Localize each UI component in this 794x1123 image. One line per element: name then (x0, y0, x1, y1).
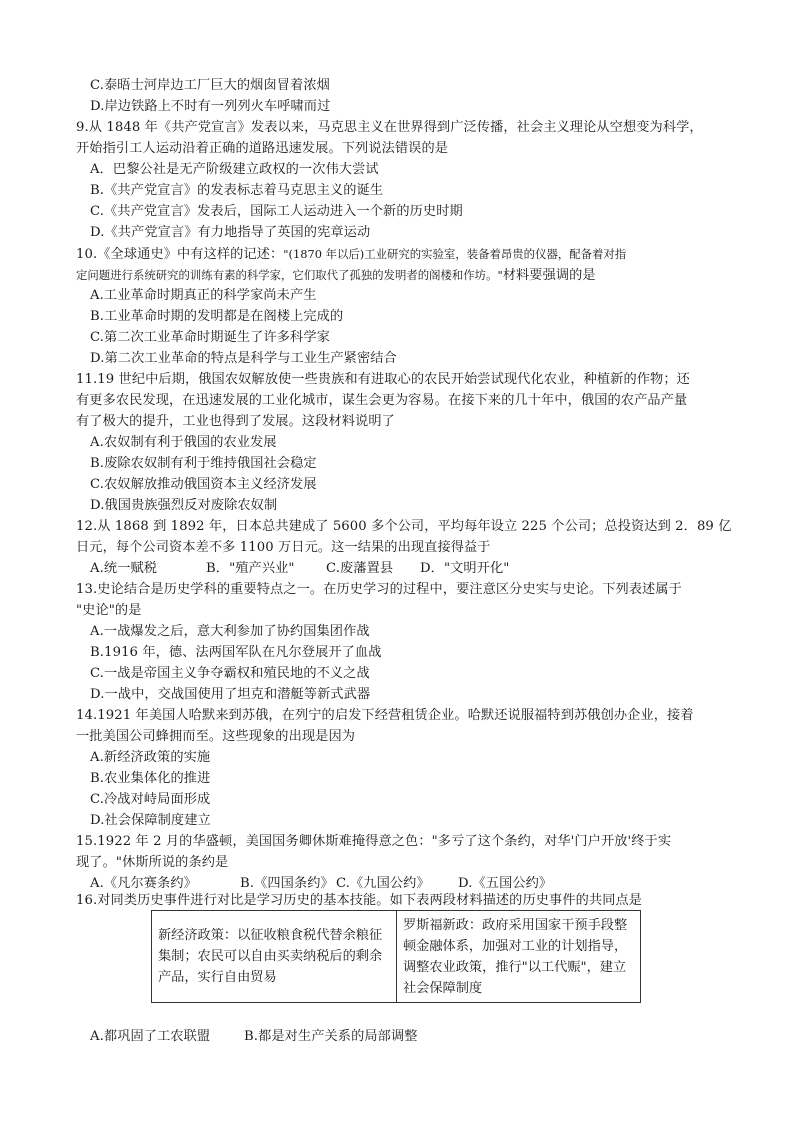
q14-stem-line1: 14.1921 年美国人哈默来到苏俄，在列宁的启发下经营租赁企业。哈默还说服福特到苏俄创办企业，接着 (76, 708, 694, 723)
q10-quote-part1: "(1870 年以后)工业研究的实验室，装备着昂贵的仪器，配备着对指 (283, 247, 627, 261)
q10-stem-line1 (76, 244, 626, 265)
q10-stem-lead: 10.《全球通史》中有这样的记述： (76, 247, 284, 262)
q15-option-b: B.《四国条约》 (240, 876, 334, 891)
q9-stem-line1: 9.从 1848 年《共产党宣言》发表以来，马克思主义在世界得到广泛传播，社会主义理论从空想变为科学， (76, 120, 703, 135)
q8-option-c: C.泰晤士河岸边工厂巨大的烟囱冒着浓烟 (90, 78, 330, 93)
q16-option-a: A.都巩固了工农联盟 (90, 1029, 211, 1044)
q10-option-d: D.第二次工业革命的特点是科学与工业生产紧密结合 (90, 351, 397, 366)
table-row (152, 911, 641, 1003)
q11-option-a: A.农奴制有利于俄国的农业发展 (90, 435, 277, 450)
q11-option-b: B.废除农奴制有利于维持俄国社会稳定 (90, 456, 317, 471)
q16-options-row (90, 1027, 418, 1047)
q13-option-c: C.一战是帝国主义争夺霸权和殖民地的不义之战 (90, 666, 370, 681)
q14-stem-line2: 一批美国公司蜂拥而至。这些现象的出现是因为 (76, 729, 356, 744)
q9-option-d: D.《共产党宣言》有力地指导了英国的宪章运动 (90, 225, 371, 240)
q9-stem-line2: 开始指引工人运动沿着正确的道路迅速发展。下列说法错误的是 (76, 141, 449, 156)
q11-stem-line2: 有更多农民发现，在迅速发展的工业化城市，谋生会更为容易。在接下来的几十年中，俄国的农产品产量 (76, 393, 688, 408)
q14-option-b: B.农业集体化的推进 (90, 771, 211, 786)
q11-stem-line1: 11.19 世纪中后期，俄国农奴解放使一些贵族和有进取心的农民开始尝试现代化农业，种植新的作物；还 (76, 372, 690, 387)
q11-option-c: C.农奴解放推动俄国资本主义经济发展 (90, 477, 317, 492)
q15-option-a: A.《凡尔赛条约》 (90, 876, 197, 891)
q12-option-c: C.废藩置县 (326, 561, 394, 576)
q16-option-b: B.都是对生产关系的局部调整 (244, 1029, 418, 1044)
q9-option-b: B.《共产党宣言》的发表标志着马克思主义的诞生 (90, 183, 384, 198)
q13-stem-line2: "史论"的是 (76, 603, 142, 618)
q11-stem-line3: 有了极大的提升，工业也得到了发展。这段材料说明了 (76, 414, 395, 429)
q9-option-c: C.《共产党宣言》发表后，国际工人运动进入一个新的历史时期 (90, 204, 463, 219)
q15-stem-line1: 15.1922 年 2 月的华盛顿，美国国务卿休斯难掩得意之色："多亏了这个条约，对华'门户开放'终于实 (76, 834, 672, 849)
q13-option-b: B.1916 年，德、法两国军队在凡尔登展开了血战 (90, 645, 382, 660)
q10-option-c: C.第二次工业革命时期诞生了许多科学家 (90, 330, 330, 345)
q15-option-c: C.《九国公约》 (336, 876, 430, 891)
q12-option-a: A.统一赋税 (90, 561, 158, 576)
q10-stem-line2 (76, 265, 596, 286)
q11-option-d: D.俄国贵族强烈反对废除农奴制 (90, 498, 278, 513)
q15-option-d: D.《五国公约》 (458, 876, 553, 891)
q13-stem-line1: 13.史论结合是历史学科的重要特点之一。在历史学习的过程中，要注意区分史实与史论。下列表述属于 (76, 582, 682, 597)
q16-stem-line1: 16.对同类历史事件进行对比是学习历史的基本技能。如下表两段材料描述的历史事件的共同点是 (76, 893, 643, 908)
q10-option-b: B.工业革命时期的发明都是在阁楼上完成的 (90, 309, 344, 324)
q14-option-a: A.新经济政策的实施 (90, 750, 211, 765)
q8-option-d: D.岸边铁路上不时有一列列火车呼啸而过 (90, 99, 331, 114)
q16-table-cell-new-deal: 罗斯福新政：政府采用国家干预手段整顿金融体系，加强对工业的计划指导，调整农业政策，推行"以工代赈"，建立社会保障制度 (397, 911, 641, 1003)
q12-options-row (90, 559, 509, 579)
q13-option-a: A.一战爆发之后，意大利参加了协约国集团作战 (90, 624, 370, 639)
q10-quote-part2: 定问题进行系统研究的训练有素的科学家，它们取代了孤独的发明者的阁楼和作坊。" (76, 268, 503, 282)
q16-comparison-table (151, 910, 641, 1003)
q12-stem-line2: 日元，每个公司资本差不多 1100 万日元。这一结果的出现直接得益于 (76, 540, 491, 555)
q15-stem-line2: 现了。"休斯所说的条约是 (76, 855, 229, 870)
q12-option-b: B．"殖产兴业" (206, 561, 295, 576)
q9-option-a: A．巴黎公社是无产阶级建立政权的一次伟大尝试 (90, 162, 379, 177)
q16-table-cell-nep: 新经济政策：以征收粮食税代替余粮征集制；农民可以自由买卖纳税后的剩余产品，实行自由贸易 (152, 911, 397, 1003)
q10-option-a: A.工业革命时期真正的科学家尚未产生 (90, 288, 317, 303)
q10-stem-tail: 材料要强调的是 (502, 268, 596, 283)
q14-option-c: C.冷战对峙局面形成 (90, 792, 211, 807)
q13-option-d: D.一战中，交战国使用了坦克和潜艇等新式武器 (90, 687, 371, 702)
q14-option-d: D.社会保障制度建立 (90, 813, 211, 828)
q12-option-d: D．"文明开化" (420, 561, 510, 576)
q12-stem-line1: 12.从 1868 到 1892 年，日本总共建成了 5600 多个公司，平均每年设立 225 个公司；总投资达到 2．89 亿 (76, 519, 732, 534)
